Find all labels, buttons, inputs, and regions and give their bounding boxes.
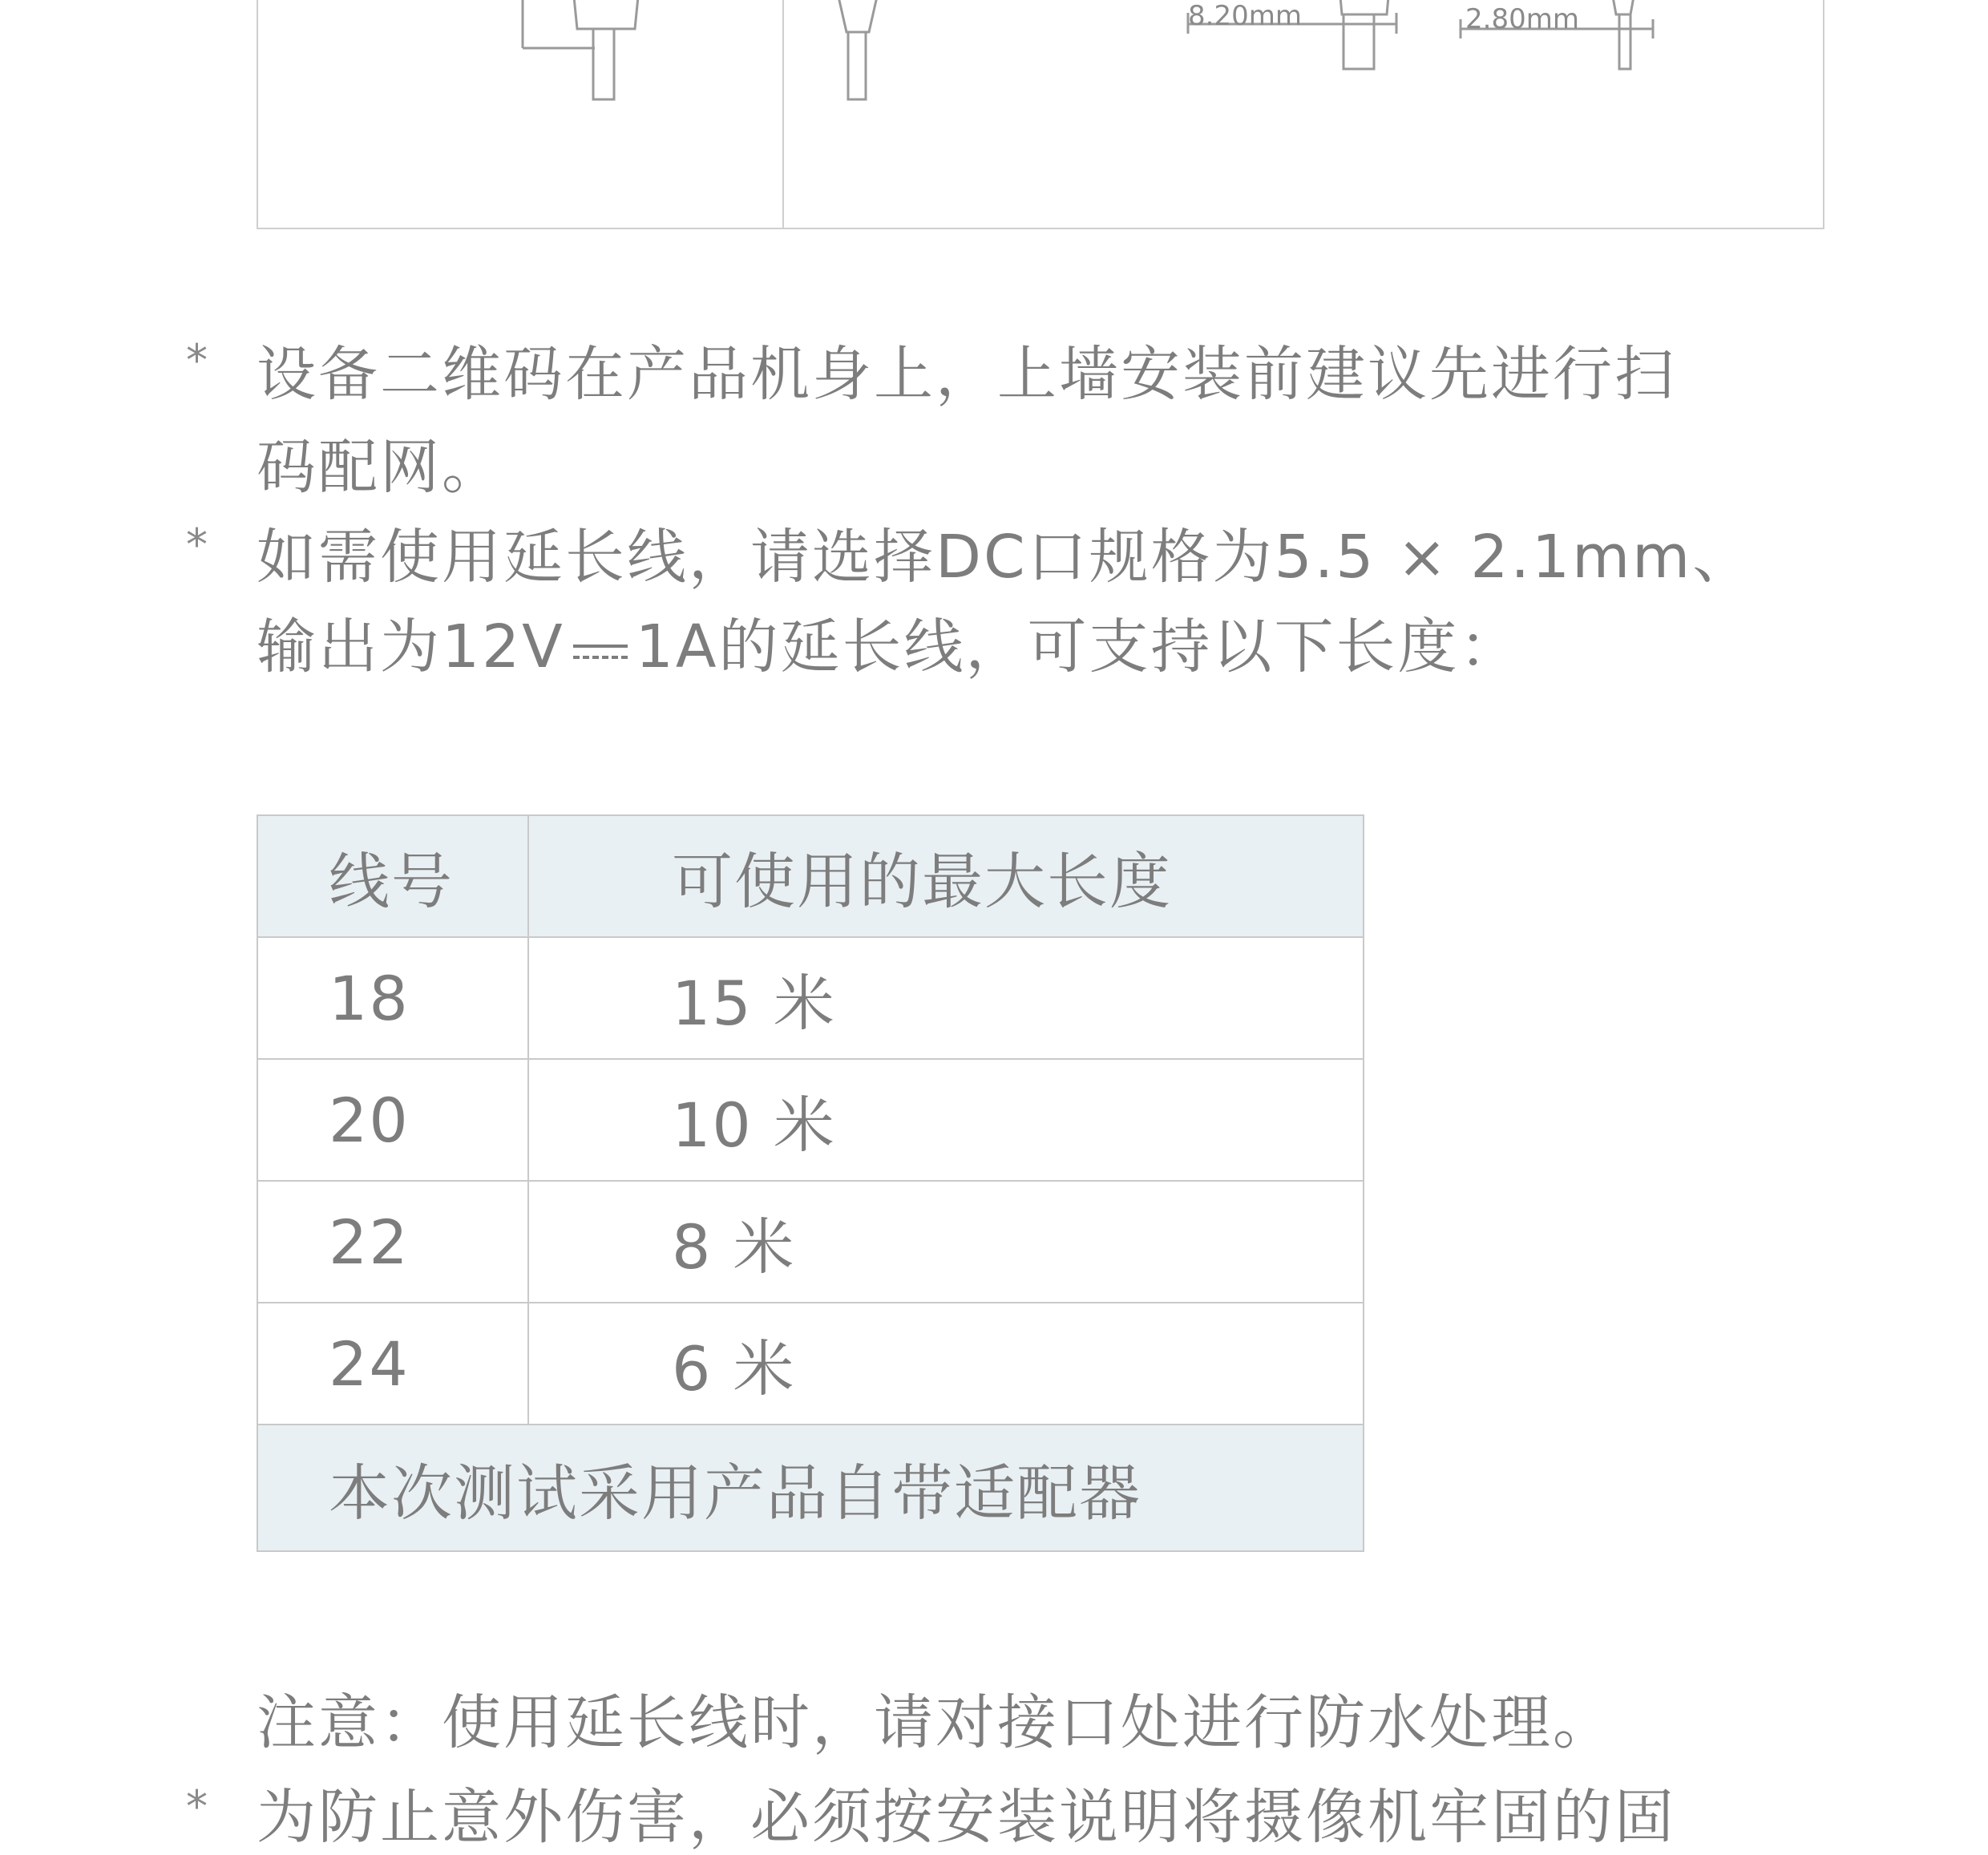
header-wire-gauge: 线号 [329, 845, 454, 917]
note1-line1: 设备二维码在产品机身上，上墙安装前建议先进行扫 [257, 340, 1676, 409]
note2-line2-suffix: 1A的延长线，可支持以下长度： [635, 612, 1521, 681]
note2-line2 [257, 600, 1521, 685]
bullet-star: * [186, 1781, 208, 1832]
note2-line2-prefix: 输出为12V [257, 612, 565, 681]
dimension-label-large: 8.20mm [1188, 0, 1302, 32]
note1-line2: 码配网。 [257, 433, 503, 502]
table-row [258, 938, 1363, 1060]
column-divider [527, 1303, 529, 1424]
bullet-star: * [186, 519, 208, 570]
connector-diagram [257, 0, 1824, 229]
connector-drawing [258, 0, 1826, 229]
caution-note: 注意：使用延长线时，请对接口处进行防水处理。 [257, 1688, 1614, 1757]
header-max-length: 可使用的最大长度 [672, 845, 1172, 917]
wire-gauge-cell: 22 [329, 1206, 410, 1278]
column-divider [527, 1060, 529, 1180]
column-divider [527, 816, 529, 936]
table-header-row [258, 816, 1363, 938]
max-length-cell: 8 米 [672, 1210, 796, 1283]
max-length-cell: 15 米 [672, 967, 836, 1039]
wire-gauge-cell: 18 [329, 962, 410, 1034]
column-divider [527, 1182, 529, 1302]
wire-gauge-cell: 24 [329, 1328, 410, 1400]
wire-gauge-cell: 20 [329, 1084, 410, 1156]
max-length-cell: 6 米 [672, 1332, 796, 1404]
bullet-star: * [186, 335, 208, 386]
note3-line1: 为防止意外伤害，必须按安装说明将摄像机牢固的固 [257, 1783, 1676, 1852]
diagram-divider [782, 0, 784, 229]
column-divider [527, 938, 529, 1058]
table-row [258, 1303, 1363, 1425]
table-footer-note: 本次测试采用产品自带适配器 [329, 1457, 1141, 1529]
table-row [258, 1060, 1363, 1182]
table-row [258, 1182, 1363, 1303]
dimension-label-small: 2.80mm [1465, 3, 1579, 35]
note2-line1: 如需使用延长线，请选择DC口规格为5.5 × 2.1mm、 [257, 523, 1755, 592]
table-footer-row [258, 1425, 1363, 1550]
extension-cable-table [257, 814, 1364, 1552]
dc-current-icon [568, 620, 632, 680]
max-length-cell: 10 米 [672, 1089, 836, 1161]
